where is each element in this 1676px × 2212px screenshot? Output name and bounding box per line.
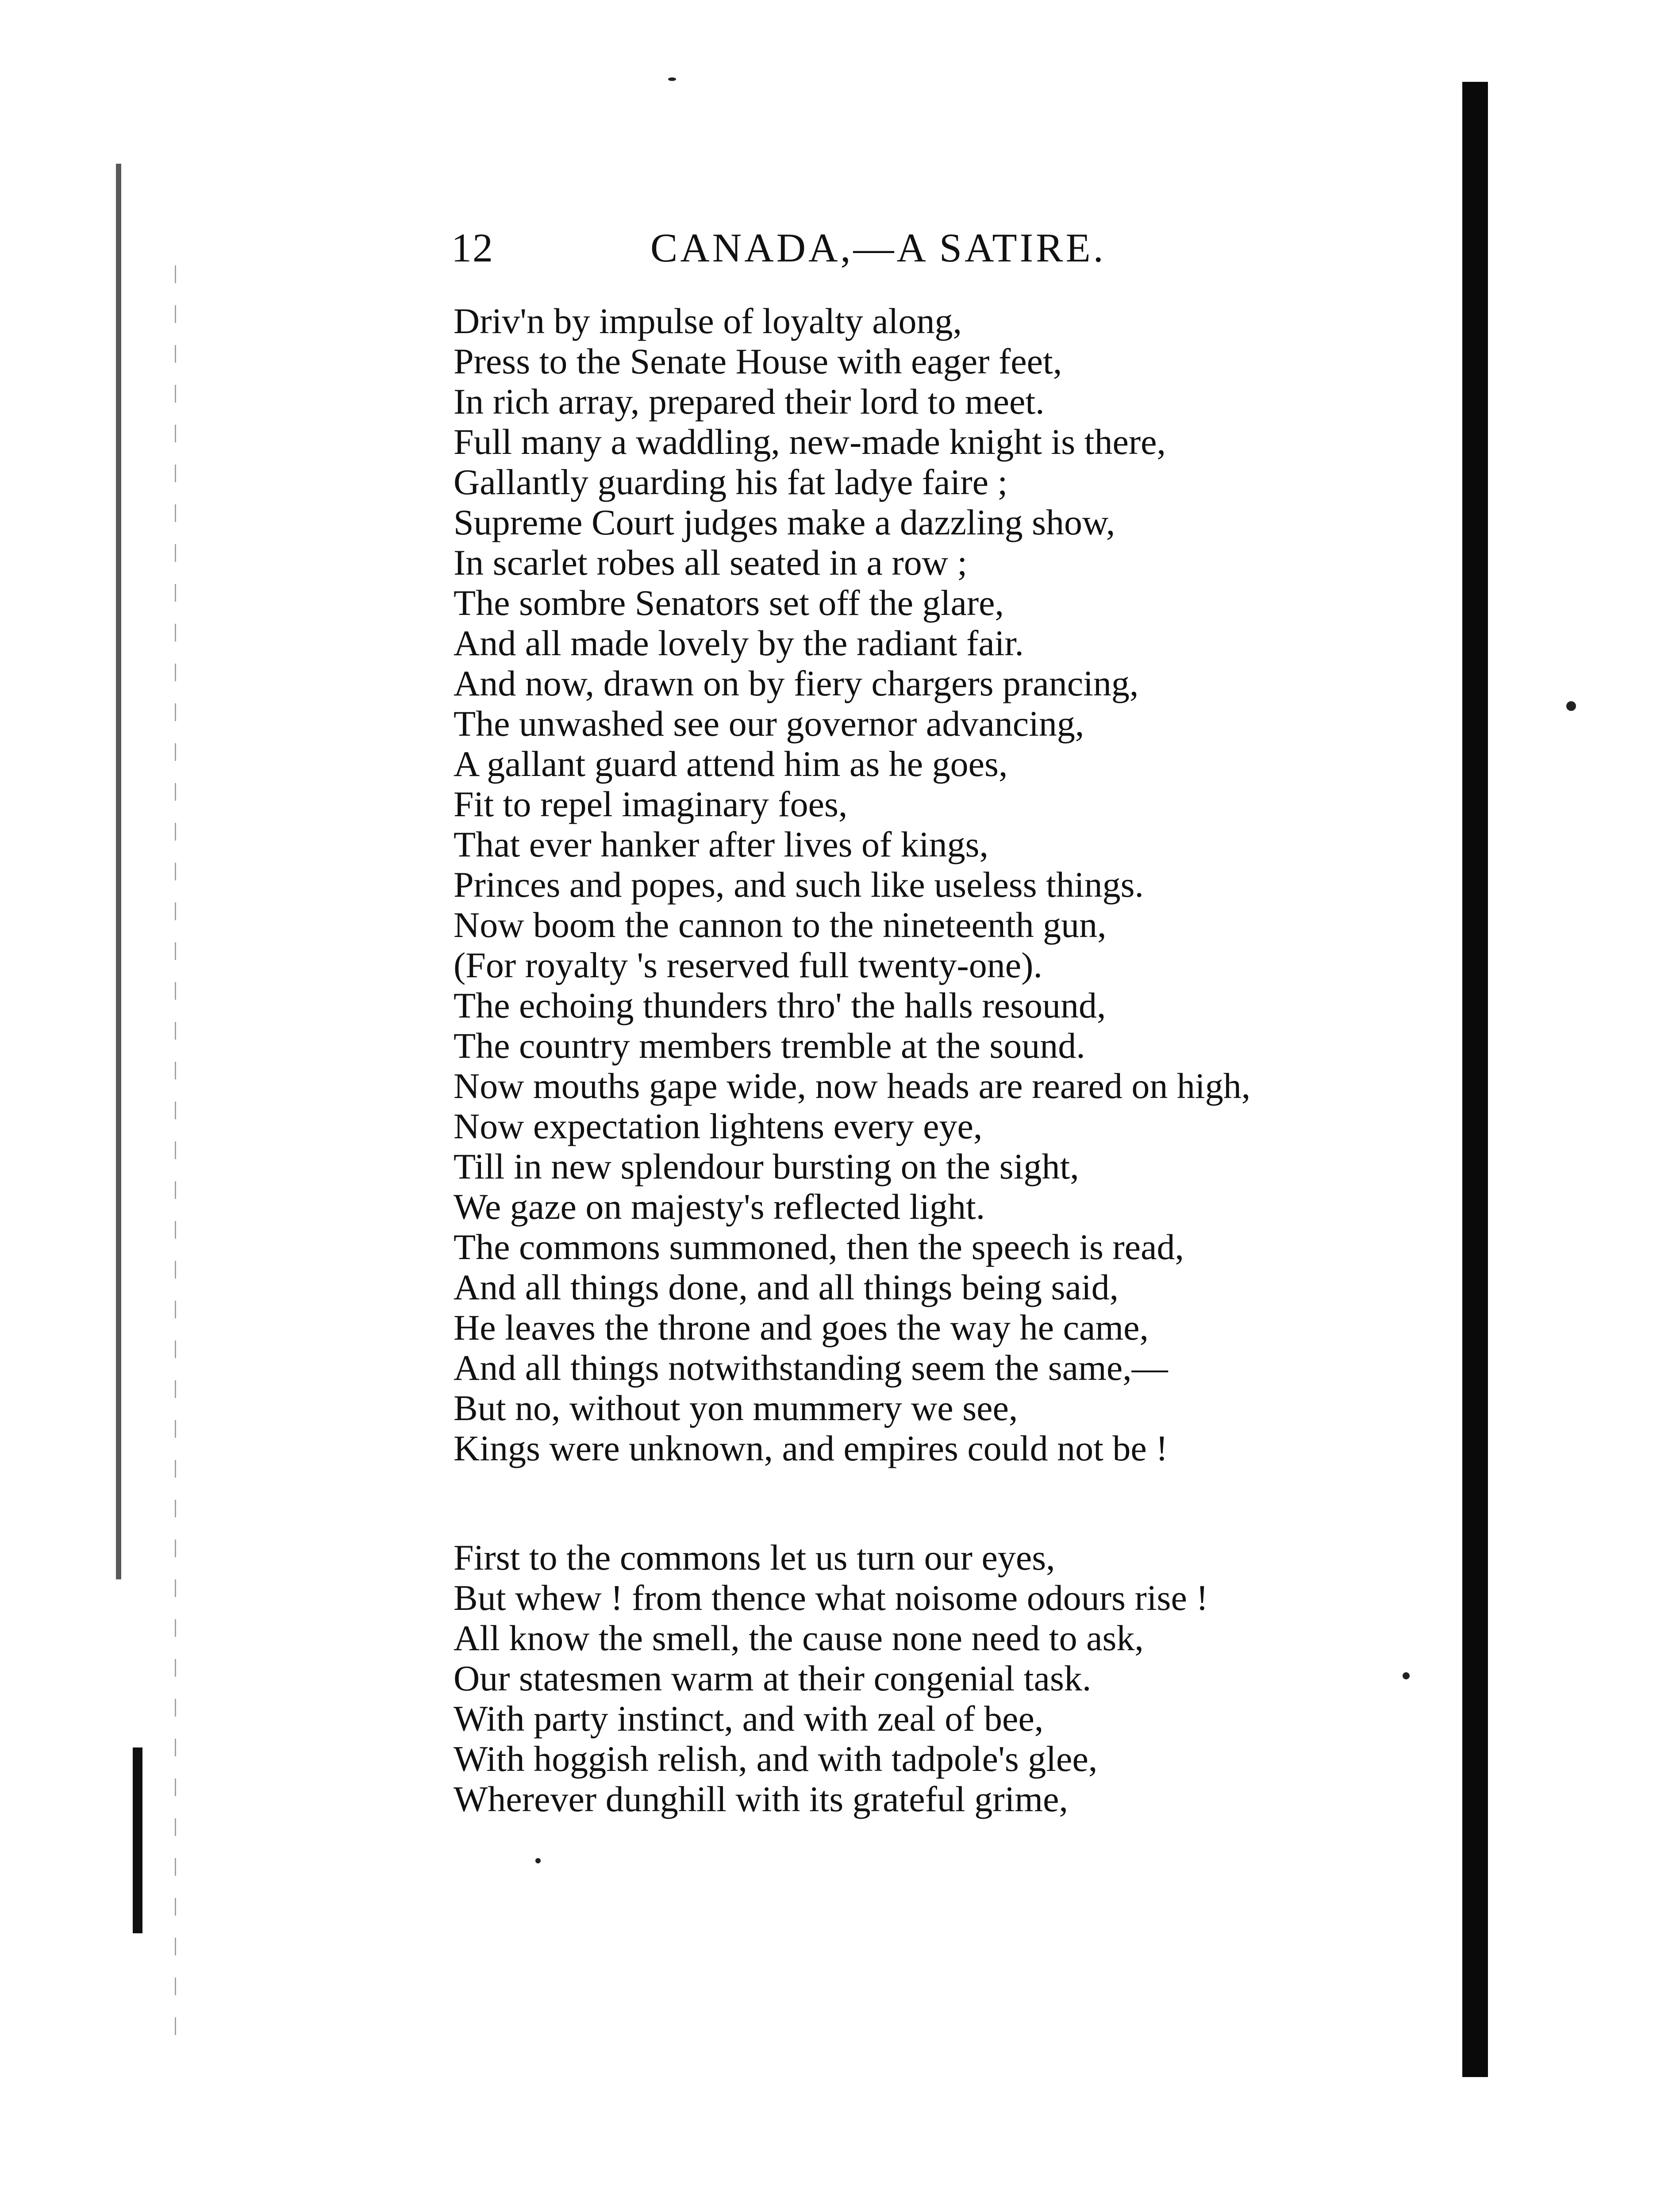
poem-line: The commons summoned, then the speech is read, (454, 1227, 1184, 1267)
poem-line: Gallantly guarding his fat ladye faire ; (454, 462, 1008, 502)
running-header (442, 223, 1177, 272)
stanza (454, 1537, 1383, 1819)
scan-speck (1566, 701, 1576, 711)
scan-edge-right (1462, 82, 1488, 2077)
poem-line: But whew ! from thence what noisome odours rise ! (454, 1578, 1208, 1618)
scan-edge-left-lower (133, 1747, 142, 1933)
scan-edge-left-thin (175, 265, 176, 2035)
poem-line: Full many a waddling, new-made knight is there, (454, 422, 1166, 462)
poem-line: The unwashed see our governor advancing, (454, 703, 1084, 744)
poem-line: Now boom the cannon to the nineteenth gun, (454, 905, 1107, 945)
poem-line: In scarlet robes all seated in a row ; (454, 542, 968, 583)
scan-edge-left (116, 164, 121, 1579)
poem-line: And all things notwithstanding seem the same,— (454, 1348, 1168, 1388)
poem-line: Kings were unknown, and empires could not be ! (454, 1428, 1168, 1468)
poem-line: With party instinct, and with zeal of bee, (454, 1698, 1044, 1739)
poem-line: A gallant guard attend him as he goes, (454, 744, 1008, 784)
poem-line: With hoggish relish, and with tadpole's glee, (454, 1739, 1098, 1779)
poem-line: Till in new splendour bursting on the sight, (454, 1146, 1079, 1187)
poem-line: And now, drawn on by fiery chargers prancing, (454, 663, 1139, 703)
poem-line: Now mouths gape wide, now heads are reared on high, (454, 1066, 1251, 1106)
poem-line: In rich array, prepared their lord to meet. (454, 381, 1045, 422)
running-title: CANADA,—A SATIRE. (650, 225, 1106, 270)
scan-speck (1403, 1672, 1410, 1679)
poem-line: Press to the Senate House with eager feet, (454, 341, 1062, 381)
poem-line: That ever hanker after lives of kings, (454, 824, 989, 864)
stanza (454, 301, 1383, 1468)
page-number: 12 (451, 225, 494, 270)
stanza-break (454, 1468, 1383, 1537)
poem-line: And all things done, and all things being said, (454, 1267, 1119, 1307)
poem-line: He leaves the throne and goes the way he came, (454, 1307, 1149, 1348)
poem-line: Driv'n by impulse of loyalty along, (454, 301, 962, 341)
poem-line: Princes and popes, and such like useless things. (454, 864, 1144, 905)
poem-line: All know the smell, the cause none need to ask, (454, 1618, 1144, 1658)
scan-speck (668, 77, 676, 81)
poem-line: And all made lovely by the radiant fair. (454, 623, 1024, 663)
poem-line: (For royalty 's reserved full twenty-one). (454, 945, 1042, 985)
poem-line: Now expectation lightens every eye, (454, 1106, 983, 1146)
poem-line: First to the commons let us turn our eyes, (454, 1537, 1055, 1578)
scan-speck (535, 1858, 541, 1863)
poem-line: But no, without yon mummery we see, (454, 1388, 1018, 1428)
poem-line: The country members tremble at the sound. (454, 1025, 1085, 1066)
poem-line: The sombre Senators set off the glare, (454, 583, 1004, 623)
poem-line: We gaze on majesty's reflected light. (454, 1187, 985, 1227)
poem-line: Wherever dunghill with its grateful grime, (454, 1779, 1069, 1819)
poem-line: Supreme Court judges make a dazzling show, (454, 502, 1115, 542)
poem-line: Our statesmen warm at their congenial task. (454, 1658, 1092, 1698)
poem-line: Fit to repel imaginary foes, (454, 784, 848, 824)
poem-body (454, 301, 1383, 1819)
poem-line: The echoing thunders thro' the halls resound, (454, 985, 1106, 1025)
